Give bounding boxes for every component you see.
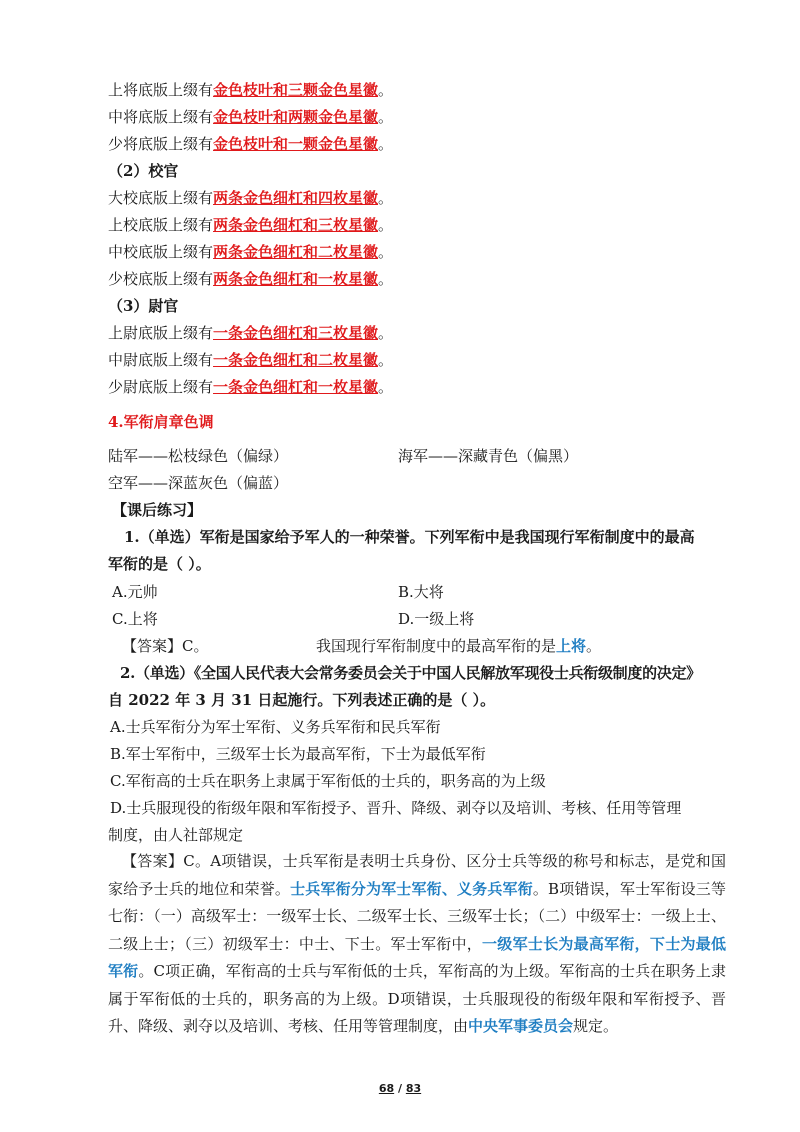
current-page: 68 — [378, 1082, 395, 1095]
total-pages: 83 — [405, 1082, 422, 1095]
field-row-3: 中校底版上缀有两条金色细杠和二枚星徽。 — [108, 243, 394, 261]
q2-option-d-line-1: D.士兵服现役的衔级年限和军衔授予、晋升、降级、剥夺以及培训、考核、任用等管理 — [110, 799, 682, 817]
q1-option-d: D.一级上将 — [398, 610, 475, 628]
q1-option-b: B.大将 — [398, 583, 444, 601]
general-row-1: 上将底版上缀有金色枝叶和三颗金色星徽。 — [108, 81, 394, 99]
exercise-heading: 【课后练习】 — [112, 501, 203, 519]
q2-option-c: C.军衔高的士兵在职务上隶属于军衔低的士兵的，职务高的为上级 — [110, 772, 546, 790]
color-air: 空军——深蓝灰色（偏蓝） — [108, 474, 289, 492]
q1-line-1: 1.（单选）军衔是国家给予军人的一种荣誉。下列军衔中是我国现行军衔制度中的最高 — [124, 528, 695, 546]
q2-line-2: 自 2022 年 3 月 31 日起施行。下列表述正确的是（ ）。 — [108, 691, 496, 709]
field-row-2: 上校底版上缀有两条金色细杠和三枚星徽。 — [108, 216, 394, 234]
color-navy: 海军——深藏青色（偏黑） — [398, 447, 579, 465]
q2-option-b: B.军士军衔中，三级军士长为最高军衔，下士为最低军衔 — [110, 745, 486, 763]
field-row-4: 少校底版上缀有两条金色细杠和一枚星徽。 — [108, 270, 394, 288]
q1-option-c: C.上将 — [112, 610, 158, 628]
color-army: 陆军——松枝绿色（偏绿） — [108, 447, 289, 465]
section-heading-colors: 4.军衔肩章色调 — [108, 413, 214, 431]
field-officer-heading: （2）校官 — [108, 162, 179, 180]
q2-line-1: 2.（单选）《全国人民代表大会常务委员会关于中国人民解放军现役士兵衔级制度的决定》 — [120, 664, 701, 682]
field-row-1: 大校底版上缀有两条金色细杠和四枚星徽。 — [108, 189, 394, 207]
company-officer-heading: （3）尉官 — [108, 297, 179, 315]
q2-answer-paragraph: 【答案】C。A项错误，士兵军衔是表明士兵身份、区分士兵等级的称号和标志，是党和国家给予士兵的地位和荣誉。士兵军衔分为军士军衔、义务兵军衔。B项错误，军士军衔设三等七衔：（一）高级军士：一级军士长、二级军士长、三级军士长；（二）中级军士：一级上士、二级上士；（三）初级军士：中士、下士。军士军衔中，一级军士长为最高军衔，下士为最低军衔。C项正确，军衔高的士兵与军衔低的士兵，军衔高的为上级。军衔高的士兵在职务上隶属于军衔低的士兵的，职务高的为上级。D项错误，士兵服现役的衔级年限和军衔授予、晋升、降级、剥夺以及培训、考核、任用等管理制度，由中央军事委员会规定。 — [108, 852, 726, 1035]
page-number: 68 / 83 — [378, 1082, 422, 1095]
q1-answer-label: 【答案】C。 — [122, 637, 209, 655]
q2-option-a: A.士兵军衔分为军士军衔、义务兵军衔和民兵军衔 — [110, 718, 441, 736]
general-row-3: 少将底版上缀有金色枝叶和一颗金色星徽。 — [108, 135, 394, 153]
q1-option-a: A.元帅 — [112, 583, 158, 601]
general-row-2: 中将底版上缀有金色枝叶和两颗金色星徽。 — [108, 108, 394, 126]
q1-line-2: 军衔的是（ ）。 — [108, 555, 211, 573]
q2-option-d-line-2: 制度，由人社部规定 — [108, 826, 244, 844]
company-row-3: 少尉底版上缀有一条金色细杠和一枚星徽。 — [108, 378, 394, 396]
company-row-1: 上尉底版上缀有一条金色细杠和三枚星徽。 — [108, 324, 394, 342]
company-row-2: 中尉底版上缀有一条金色细杠和二枚星徽。 — [108, 351, 394, 369]
q1-answer-text: 我国现行军衔制度中的最高军衔的是上将。 — [316, 637, 602, 655]
